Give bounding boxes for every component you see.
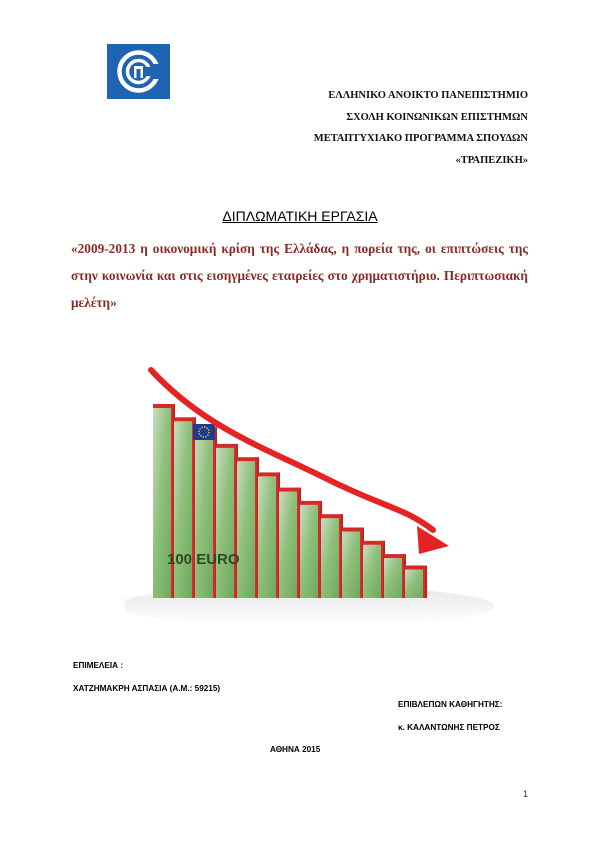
chart-bar-top [258, 472, 279, 476]
chart-bar [195, 431, 213, 598]
chart-bar [216, 448, 234, 598]
chart-bar [153, 408, 171, 598]
document-type-heading: ΔΙΠΛΩΜΑΤΙΚΗ ΕΡΓΑΣΙΑ [222, 208, 378, 224]
chart-bar [258, 476, 276, 598]
thesis-title: «2009-2013 η οικονομική κρίση της Ελλάδας, η πορεία της, οι επιπτώσεις της στην κοινωνία και στις εισηγμένες εταιρείες στο χρηματιστήριο. Περιπτωσιακή μελέτη» [71, 241, 528, 310]
banknote-label: 100 EURO [167, 551, 240, 568]
chart-bar [321, 518, 339, 598]
header-school: ΣΧΟΛΗ ΚΟΙΝΩΝΙΚΩΝ ΕΠΙΣΤΗΜΩΝ [346, 111, 528, 123]
university-logo-icon [107, 44, 170, 99]
chart-bar [384, 558, 402, 598]
header-university: ΕΛΛΗΝΙΚΟ ΑΝΟΙΚΤΟ ΠΑΝΕΠΙΣΤΗΜΙΟ [328, 90, 528, 101]
supervisor-name: κ. ΚΑΛΑΝΤΩΝΗΣ ΠΕΤΡΟΣ [398, 723, 500, 732]
chart-bar [174, 421, 192, 598]
chart-bar-top [342, 528, 363, 532]
chart-bar [342, 532, 360, 599]
chart-bar-top [174, 417, 195, 421]
chart-bar-top [363, 541, 384, 545]
institution-header [314, 85, 528, 171]
chart-bar-top [384, 554, 405, 558]
place-year: ΑΘΗΝΑ 2015 [270, 745, 321, 754]
chart-bar-top [405, 566, 426, 570]
chart-bar [300, 505, 318, 598]
chart-bar [279, 492, 297, 598]
chart-bar-top [321, 514, 342, 518]
chart-bar-top [153, 404, 174, 408]
chart-bar-top [300, 501, 321, 505]
chart-bar-side [423, 566, 427, 599]
editor-name: ΧΑΤΖΗΜΑΚΡΗ ΑΣΠΑΣΙΑ (Α.Μ.: 59215) [73, 684, 221, 693]
chart-bar [363, 545, 381, 598]
header-specialization: «ΤΡΑΠΕΖΙΚΗ» [455, 154, 528, 166]
chart-bar [405, 570, 423, 599]
falling-euro-chart-illustration [125, 358, 497, 642]
editor-label: ΕΠΙΜΕΛΕΙΑ : [73, 661, 124, 670]
eu-flag-icon [193, 424, 215, 440]
chart-bar-top [237, 457, 258, 461]
supervisor-label: ΕΠΙΒΛΕΠΩΝ ΚΑΘΗΓΗΤΗΣ: [398, 700, 503, 709]
chart-bar-top [216, 444, 237, 448]
chart-bar-top [279, 488, 300, 492]
header-program: ΜΕΤΑΠΤΥΧΙΑΚΟ ΠΡΟΓΡΑΜΜΑ ΣΠΟΥΔΩΝ [313, 133, 528, 144]
chart-bar [237, 461, 255, 598]
page-number: 1 [522, 789, 528, 799]
